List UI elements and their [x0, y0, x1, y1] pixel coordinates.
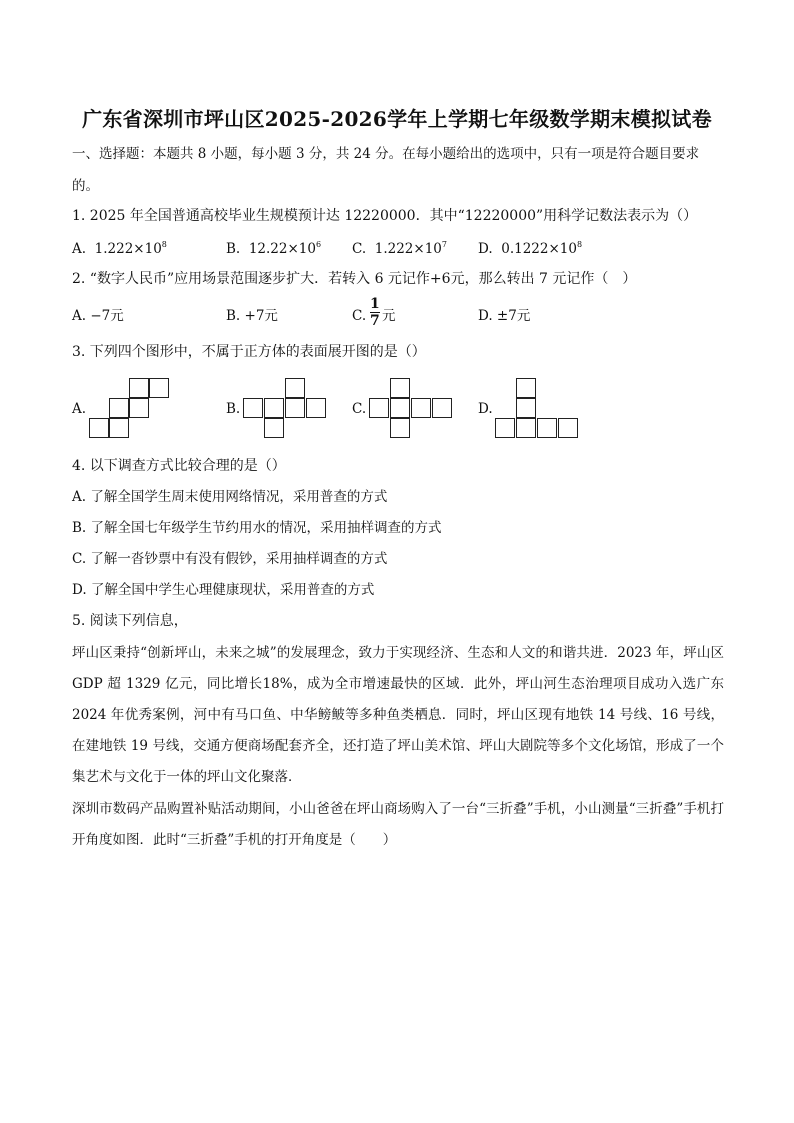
q2-option-c-fraction [370, 297, 380, 328]
q1-option-b: B. $12.22\times 10^6$ [226, 240, 322, 257]
q3-label-b: B. [226, 401, 241, 417]
q4-option-a: A. 了解全国学生周末使用网络情况，采用普查的方式 [72, 489, 388, 505]
q5-stem: 5. 阅读下列信息， [72, 613, 188, 629]
q4-stem: 4. 以下调查方式比较合理的是（） [72, 458, 286, 474]
cube-net-a [89, 378, 173, 438]
q2-option-b: B. +7元 [226, 308, 278, 324]
cube-net-d [495, 378, 579, 438]
q2-stem: 2. “数字人民币”应用场景范围逐步扩大．若转入 6 元记作+6元，那么转出 7 元记作（ ） [72, 271, 637, 287]
fraction-denominator: 7 [370, 313, 380, 329]
q5-question-text: 深圳市数码产品购置补贴活动期间，小山爸爸在坪山商场购入了一台“三折叠”手机，小山测量“三折叠”手机打开角度如图．此时“三折叠”手机的打开角度是（ ） [72, 801, 724, 848]
section-heading-cont: 的。 [72, 178, 99, 194]
q2-option-c-label: C. [352, 308, 367, 324]
q2-option-d: D. ±7元 [478, 308, 531, 324]
page-title: 广东省深圳市坪山区2025-2026学年上学期七年级数学期末模拟试卷 [82, 107, 712, 131]
q2-option-a: A. −7元 [72, 308, 124, 324]
q3-label-c: C. [352, 401, 367, 417]
q4-option-b: B. 了解全国七年级学生节约用水的情况，采用抽样调查的方式 [72, 520, 442, 536]
q3-label-d: D. [478, 401, 493, 417]
q4-option-d: D. 了解全国中学生心理健康现状，采用普查的方式 [72, 582, 375, 598]
cube-net-b [243, 378, 327, 438]
q3-label-a: A. [72, 401, 87, 417]
q4-option-c: C. 了解一沓钞票中有没有假钞，采用抽样调查的方式 [72, 551, 388, 567]
cube-net-c [369, 378, 453, 438]
q2-option-c-unit: 元 [382, 308, 396, 324]
q1-option-d: D. $0.1222\times 10^8$ [478, 240, 583, 257]
q1-option-a: A. $1.222\times 10^8$ [72, 240, 167, 257]
fraction-numerator: 1 [370, 296, 380, 312]
section-heading: 一、选择题：本题共 8 小题，每小题 3 分，共 24 分。在每小题给出的选项中，只有一项是符合题目要求 [72, 146, 700, 162]
q1-option-c: C. $1.222\times 10^7$ [352, 240, 447, 257]
q5-reading-passage: 坪山区秉持“创新坪山，未来之城”的发展理念，致力于实现经济、生态和人文的和谐共进．2023 年，坪山区 GDP 超 1329 亿元，同比增长18%，成为全市增速最快的区域．此外，坪山河生态治理项目成功入选广东 2024 年优秀案例，河中有马口鱼、中华鳑鲏等多种鱼类栖息．同时，坪山区现有地铁 14 号线、16 号线，在建地铁 19 号线，交通方便商场配套齐全，还打造了坪山美术馆、坪山大剧院等多个文化场馆，形成了一个集艺术与文化于一体的坪山文化聚落． [72, 645, 724, 785]
q1-stem: 1. 2025 年全国普通高校毕业生规模预计达 12220000．其中“12220000”用科学记数法表示为（） [72, 208, 698, 224]
q3-stem: 3. 下列四个图形中，不属于正方体的表面展开图的是（） [72, 344, 426, 360]
